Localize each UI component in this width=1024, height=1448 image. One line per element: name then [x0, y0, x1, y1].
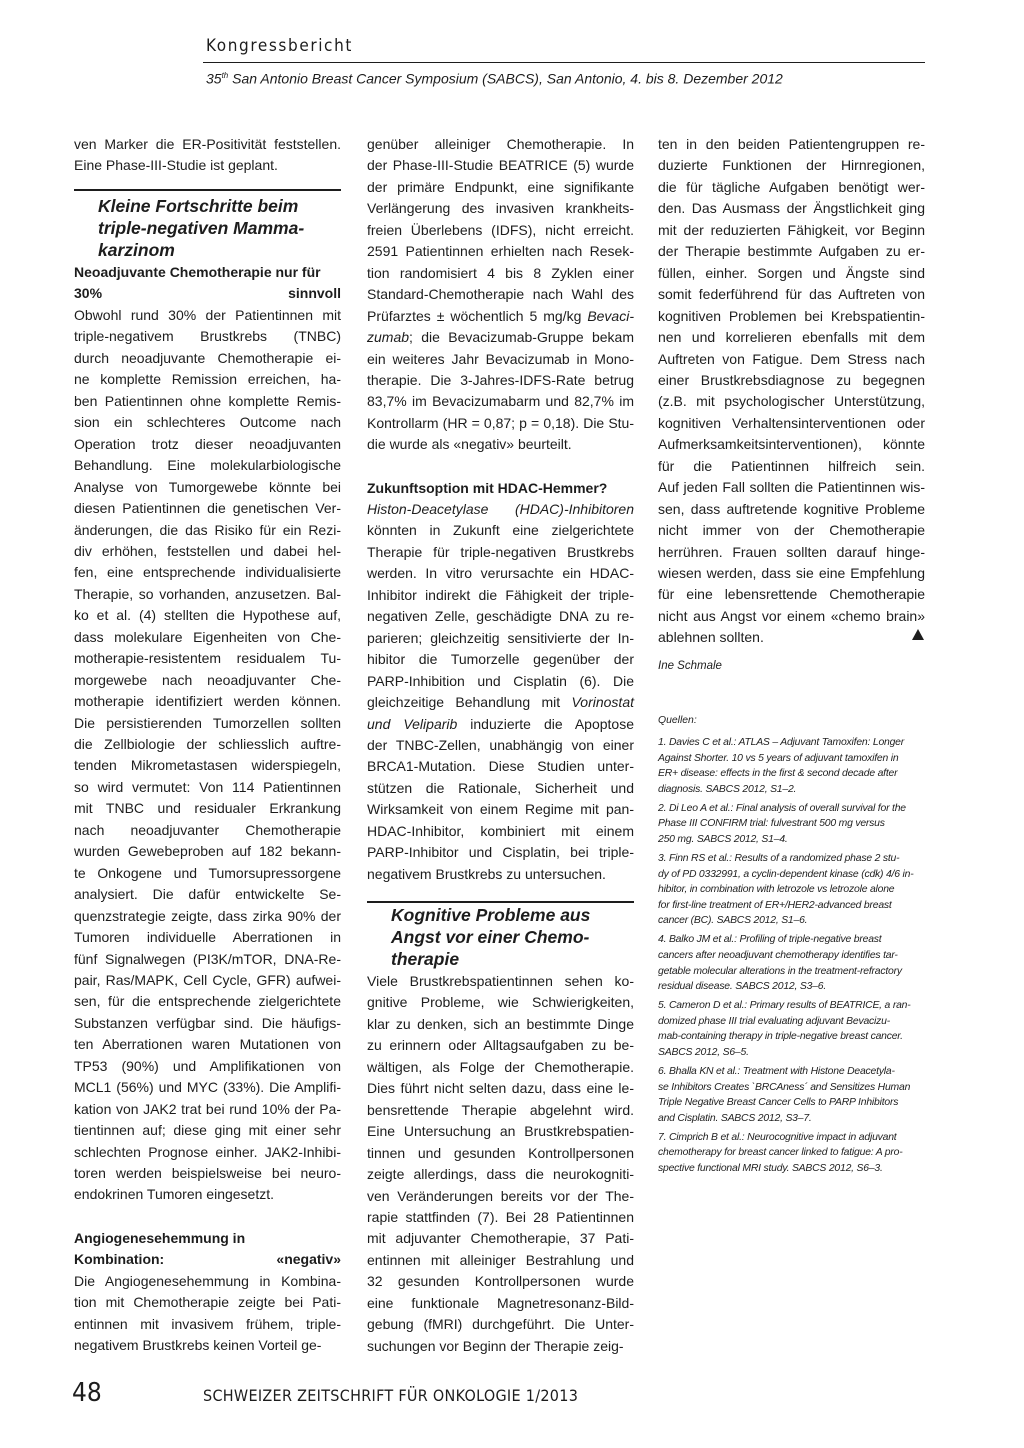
page-number: 48 — [72, 1378, 102, 1408]
text-line: somit federführend für das Auftreten von — [658, 286, 925, 302]
author: Ine Schmale — [658, 660, 722, 672]
text-line: BRCA1-Mutation. Diese Studien unter- — [367, 758, 634, 774]
text-line: duzierte Funktionen der Hirnregionen, — [658, 157, 925, 173]
text-line: ein weiteres Jahr Bevacizumab in Mono- — [367, 351, 634, 367]
text-line: tion mit Chemotherapie zeigte bei Pati- — [74, 1294, 341, 1310]
text-line: stützen die Rationale, Sicherheit und — [367, 780, 634, 796]
end-of-article-icon — [912, 629, 924, 640]
section-heading-line: therapie — [391, 949, 460, 969]
text-line: ten in den beiden Patientengruppen re- — [658, 136, 925, 152]
text-line: negativen Zelle, geschädigte DNA zu re- — [367, 608, 634, 624]
text-line: freien Überlebens (IDFS), nicht erreicht. — [367, 222, 634, 238]
source-line: getable molecular alterations in the treatment-refractory — [658, 966, 902, 977]
text-line: Tumoren individuelle Aberrationen in — [74, 929, 341, 945]
text-line: Neoadjuvante Chemotherapie nur für — [74, 264, 321, 280]
text-line: nach neoadjuvanter Chemotherapie — [74, 822, 341, 838]
text-line: mit TNBC und residualer Erkrankung — [74, 800, 341, 816]
text-line: TP53 (90%) und Amplifikationen von — [74, 1058, 341, 1074]
text-line: füllen, einher. Sorgen und Ängste sind — [658, 265, 925, 281]
text-line: morgewebe nach neoadjuvanter Che- — [74, 672, 341, 688]
text-line: div erhöhen, feststellen und dabei hel- — [74, 543, 341, 559]
section-heading-line: Kleine Fortschritte beim — [98, 196, 299, 216]
text-line: fünf Signalwegen (PI3K/mTOR, DNA-Re- — [74, 951, 341, 967]
text-line: Verlängerung des invasiven krankheits- — [367, 200, 634, 216]
text-line: durch neoadjuvante Chemotherapie ei- — [74, 350, 341, 366]
text-line: hibitor die Tumorzelle gegenüber der — [367, 651, 634, 667]
text-line: kation von JAK2 trat bei rund 10% der Pa- — [74, 1101, 341, 1117]
text-line: Viele Brustkrebspatientinnen sehen ko- — [367, 973, 634, 989]
source-line: mab-containing therapy in triple-negative breast cancer. — [658, 1031, 903, 1042]
text-line: Therapie für triple-negativen Brustkrebs — [367, 544, 634, 560]
source-line: residual disease. SABCS 2012, S3–6. — [658, 981, 827, 992]
text-line: PARP-Inhibitor und Cisplatin, bei triple- — [367, 844, 634, 860]
source-line: Triple Negative Breast Cancer Cells to PARP Inhibitors — [658, 1097, 899, 1108]
text-line: Wirksamkeit von einem Regime mit pan- — [367, 801, 634, 817]
source-line: 3. Finn RS et al.: Results of a randomized phase 2 stu- — [658, 853, 900, 864]
text-line: Angiogenesehemmung in — [74, 1230, 246, 1246]
text-line: Operation trotz dieser neoadjuvanten — [74, 436, 341, 452]
text-line: gnitive Probleme, wie Schwierigkeiten, — [367, 994, 634, 1010]
text-line: Standard-Chemotherapie nach Wahl des — [367, 286, 634, 302]
text-line: MCL1 (56%) und MYC (33%). Die Amplifi- — [74, 1079, 341, 1095]
text-line: parieren; gleichzeitig sensitivierte der In- — [367, 630, 634, 646]
text-line: den. Das Ausmass der Ängstlichkeit ging — [658, 200, 925, 216]
text-line: 32 gesunden Kontrollpersonen wurde — [367, 1273, 634, 1289]
text-line: mit adjuvanter Chemotherapie, 37 Pati- — [367, 1230, 634, 1246]
text-line: tientinnen auf; diese ging mit einer sehr — [74, 1122, 341, 1138]
text-line: entinnen mit alleiniger Bestrahlung und — [367, 1252, 634, 1268]
source-line: 1. Davies C et al.: ATLAS – Adjuvant Tamoxifen: Longer — [658, 737, 905, 748]
text-line: tenden Mikrometastasen widerspiegeln, — [74, 757, 341, 773]
source-line: Against Shorter. 10 vs 5 years of adjuvant tamoxifen in — [658, 753, 899, 764]
text-line: sen, dass auftretende kognitive Probleme — [658, 501, 925, 517]
text-line: für die Patientinnen hilfreich sein. — [658, 458, 925, 474]
text-line: Auf jeden Fall sollten die Patientinnen wis- — [658, 479, 925, 495]
source-line: diagnosis. SABCS 2012, S1–2. — [658, 784, 797, 795]
text-line: motherapie identifiziert werden können. — [74, 693, 341, 709]
text-line: dass molekulare Eigenheiten von Che- — [74, 629, 341, 645]
source-line: cancers after neoadjuvant chemotherapy identifies tar- — [658, 950, 898, 961]
text-line: Die Angiogenesehemmung in Kombina- — [74, 1273, 341, 1289]
header-subtitle: 35th San Antonio Breast Cancer Symposium (SABCS), San Antonio, 4. bis 8. Dezember 2012 — [206, 70, 783, 87]
text-line: rapie stattfinden (7). Bei 28 Patientinnen — [367, 1209, 634, 1225]
source-line: and Cisplatin. SABCS 2012, S3–7. — [658, 1113, 812, 1124]
text-line: zumab; die Bevacizumab-Gruppe bekam — [367, 329, 634, 345]
text-line: zeigte allerdings, dass die neurokogniti- — [367, 1166, 634, 1182]
text-line: 30% sinnvoll — [74, 285, 341, 301]
text-line: der TNBC-Zellen, unabhängig von einer — [367, 737, 634, 753]
text-line: HDAC-Inhibitor, kombiniert mit einem — [367, 823, 634, 839]
text-line: Kombination: «negativ» — [74, 1251, 341, 1267]
source-line: Phase III CONFIRM trial: fulvestrant 500 mg versus — [658, 818, 885, 829]
text-line: Prüfarztes ± wöchentlich 5 mg/kg Bevaci- — [367, 308, 634, 324]
text-line: Analyse von Tumorgewebe könnte bei — [74, 479, 341, 495]
text-line: wältigen, als Folge der Chemotherapie. — [367, 1059, 634, 1075]
text-line: Eine Untersuchung an Brustkrebspatien- — [367, 1123, 634, 1139]
text-line: bensrettende Therapie abgelehnt wird. — [367, 1102, 634, 1118]
section-heading-line: Angst vor einer Chemo- — [391, 927, 590, 947]
text-line: zu erinnern oder Alltagsaufgaben zu be- — [367, 1037, 634, 1053]
text-line: Eine Phase-III-Studie ist geplant. — [74, 157, 278, 173]
text-line: toren werden beispielsweise bei neuro- — [74, 1165, 341, 1181]
text-line: te Onkogene und Tumorsupressorgene — [74, 865, 341, 881]
text-line: negativem Brustkrebs keinen Vorteil ge- — [74, 1337, 322, 1353]
source-line: ER+ disease: effects in the first & second decade after — [658, 768, 898, 779]
source-line: 2. Di Leo A et al.: Final analysis of overall survival for the — [658, 803, 906, 814]
source-line: se Inhibitors Creates `BRCAness´ and Sensitizes Human — [658, 1082, 911, 1093]
text-line: nen und korrelieren ebenfalls mit dem — [658, 329, 925, 345]
text-line: tion randomisiert 4 bis 8 Zyklen einer — [367, 265, 634, 281]
source-line: cancer (BC). SABCS 2012, S1–6. — [658, 915, 808, 926]
text-line: diesen Patientinnen die genetischen Ver- — [74, 500, 341, 516]
text-line: Substanzen verfügbar sind. Die häufigs- — [74, 1015, 341, 1031]
text-line: klar zu denken, sich an bestimmte Dinge — [367, 1016, 634, 1032]
text-line: PARP-Inhibition und Cisplatin (6). Die — [367, 673, 634, 689]
text-line: Dies führt nicht selten dazu, dass eine le- — [367, 1080, 634, 1096]
text-line: der Therapie bestimmte Aufgaben zu er- — [658, 243, 925, 259]
section-heading-line: karzinom — [98, 240, 175, 260]
text-line: so wird vermutet: Von 114 Patientinnen — [74, 779, 341, 795]
text-line: Die persistierenden Tumorzellen sollten — [74, 715, 341, 731]
text-line: Aufmerksamkeitsinterventionen), könnte — [658, 436, 925, 452]
text-line: negativem Brustkrebs zu untersuchen. — [367, 866, 606, 882]
text-line: kognitiven Problemen bei Krebspatientin- — [658, 308, 925, 324]
text-line: ten Aberrationen waren Mutationen von — [74, 1036, 341, 1052]
text-line: eine funktionale Magnetresonanz-Bild- — [367, 1295, 634, 1311]
text-line: nicht aus Angst vor einem «chemo brain» — [658, 608, 925, 624]
text-line: Histon-Deacetylase (HDAC)-Inhibitoren — [367, 501, 634, 517]
text-line: (z.B. mit psychologischer Unterstützung, — [658, 393, 925, 409]
text-line: suchungen vor Beginn der Therapie zeig- — [367, 1338, 624, 1354]
text-line: Therapie, so vorhanden, anzusetzen. Bal- — [74, 586, 341, 602]
text-line: 2591 Patientinnen erhielten nach Resek- — [367, 243, 634, 259]
text-line: quenzstrategie zeigte, dass zirka 90% der — [74, 908, 341, 924]
text-line: Zukunftsoption mit HDAC-Hemmer? — [367, 480, 608, 496]
source-line: 6. Bhalla KN et al.: Treatment with Histone Deacetyla- — [658, 1066, 895, 1077]
section-title: Kongressbericht — [206, 36, 353, 56]
text-line: ablehnen sollten. — [658, 629, 764, 645]
text-line: endokrinen Tumoren eingesetzt. — [74, 1186, 275, 1202]
text-line: und Veliparib induzierte die Apoptose — [367, 716, 634, 732]
text-line: werden. In vitro verursachte ein HDAC- — [367, 565, 634, 581]
text-line: gleichzeitige Behandlung mit Vorinostat — [367, 694, 634, 710]
source-line: spective functional MRI study. SABCS 2012, S6–3. — [658, 1163, 883, 1174]
text-line: für eine lebensrettende Chemotherapie — [658, 586, 925, 602]
text-line: gebung (fMRI) durchgeführt. Die Unter- — [367, 1316, 634, 1332]
text-line: sen, für die entsprechende zielgerichtete — [74, 993, 341, 1009]
text-line: nicht immer von der Chemotherapie — [658, 522, 925, 538]
heading-rule-2 — [367, 901, 634, 903]
text-line: triple-negativem Brustkrebs (TNBC) — [74, 328, 341, 344]
source-line: hibitor, in combination with letrozole vs letrozole alone — [658, 884, 895, 895]
text-line: 83,7% im Bevacizumabarm und 82,7% im — [367, 393, 634, 409]
text-line: therapie. Die 3-Jahres-IDFS-Rate betrug — [367, 372, 634, 388]
text-line: der primäre Endpunkt, eine signifikante — [367, 179, 634, 195]
text-line: Kontrollarm (HR = 0,87; p = 0,18). Die Stu- — [367, 415, 634, 431]
text-line: herrühren. Frauen sollten darauf hinge- — [658, 544, 925, 560]
text-line: genüber alleiniger Chemotherapie. In — [367, 136, 634, 152]
source-line: 7. Cimprich B et al.: Neurocognitive impact in adjuvant — [658, 1132, 897, 1143]
text-line: mit der reduzierten Fähigkeit, vor Beginn — [658, 222, 925, 238]
text-line: Inhibitor indirekt die Fähigkeit der triple- — [367, 587, 634, 603]
text-line: wurden Gewebeproben auf 182 bekann- — [74, 843, 341, 859]
text-line: die Zellbiologie der schliesslich auftre- — [74, 736, 341, 752]
text-line: die wurde als «negativ» beurteilt. — [367, 436, 572, 452]
text-line: ne komplette Remission erreichen, ha- — [74, 371, 341, 387]
text-line: entinnen mit invasivem frühem, triple- — [74, 1316, 341, 1332]
text-line: änderungen, die das Risiko für ein Rezi- — [74, 522, 341, 538]
section-heading-line: Kognitive Probleme aus — [391, 905, 591, 925]
source-line: chemotherapy for breast cancer linked to fatigue: A pro- — [658, 1147, 903, 1158]
section-heading-line: triple-negativen Mamma- — [98, 218, 305, 238]
text-line: wiesen werden, dass sie eine Empfehlung — [658, 565, 925, 581]
text-line: tinnen und gesunden Kontrollpersonen — [367, 1145, 634, 1161]
text-line: ven Veränderungen bereits vor der The- — [367, 1188, 634, 1204]
text-line: einer Brustkrebsdiagnose zu begegnen — [658, 372, 925, 388]
text-line: ben Patientinnen ohne komplette Remis- — [74, 393, 341, 409]
text-line: Obwohl rund 30% der Patientinnen mit — [74, 307, 341, 323]
source-line: SABCS 2012, S6–5. — [658, 1047, 749, 1058]
source-line: domized phase III trial evaluating adjuvant Bevacizu- — [658, 1016, 890, 1027]
text-line: Behandlung. Eine molekularbiologische — [74, 457, 341, 473]
text-line: fen, eine entsprechende individualisierte — [74, 564, 341, 580]
text-line: Auftreten von Fatigue. Dem Stress nach — [658, 351, 925, 367]
text-line: könnten in Zukunft eine zielgerichtete — [367, 522, 634, 538]
text-line: pair, Ras/MAPK, Cell Cycle, GFR) aufwei- — [74, 972, 341, 988]
source-line: dy of PD 0332991, a cyclin-dependent kinase (cdk) 4/6 in- — [658, 869, 914, 880]
text-line: schlechten Prognose einher. JAK2-Inhibi- — [74, 1144, 341, 1160]
source-line: for first-line treatment of ER+/HER2-advanced breast — [658, 900, 892, 911]
text-line: die für tägliche Aufgaben benötigt wer- — [658, 179, 925, 195]
source-line: 5. Cameron D et al.: Primary results of BEATRICE, a ran- — [658, 1000, 911, 1011]
text-line: sion ein schlechteres Outcome nach — [74, 414, 341, 430]
header-rule — [203, 62, 925, 63]
heading-rule-1 — [74, 189, 341, 191]
text-line: ven Marker die ER-Positivität feststellen. — [74, 136, 341, 152]
source-line: 250 mg. SABCS 2012, S1–4. — [658, 834, 788, 845]
text-line: analysiert. Die dafür entwickelte Se- — [74, 886, 341, 902]
journal-name: SCHWEIZER ZEITSCHRIFT FÜR ONKOLOGIE 1/2013 — [203, 1386, 579, 1405]
source-line: 4. Balko JM et al.: Profiling of triple-negative breast — [658, 934, 882, 945]
text-line: ko et al. (4) stellten die Hypothese auf, — [74, 607, 341, 623]
text-line: kognitiven Verhaltensinterventionen oder — [658, 415, 925, 431]
sources-title: Quellen: — [658, 715, 697, 726]
text-line: motherapie-resistentem residualem Tu- — [74, 650, 341, 666]
text-line: der Phase-III-Studie BEATRICE (5) wurde — [367, 157, 634, 173]
